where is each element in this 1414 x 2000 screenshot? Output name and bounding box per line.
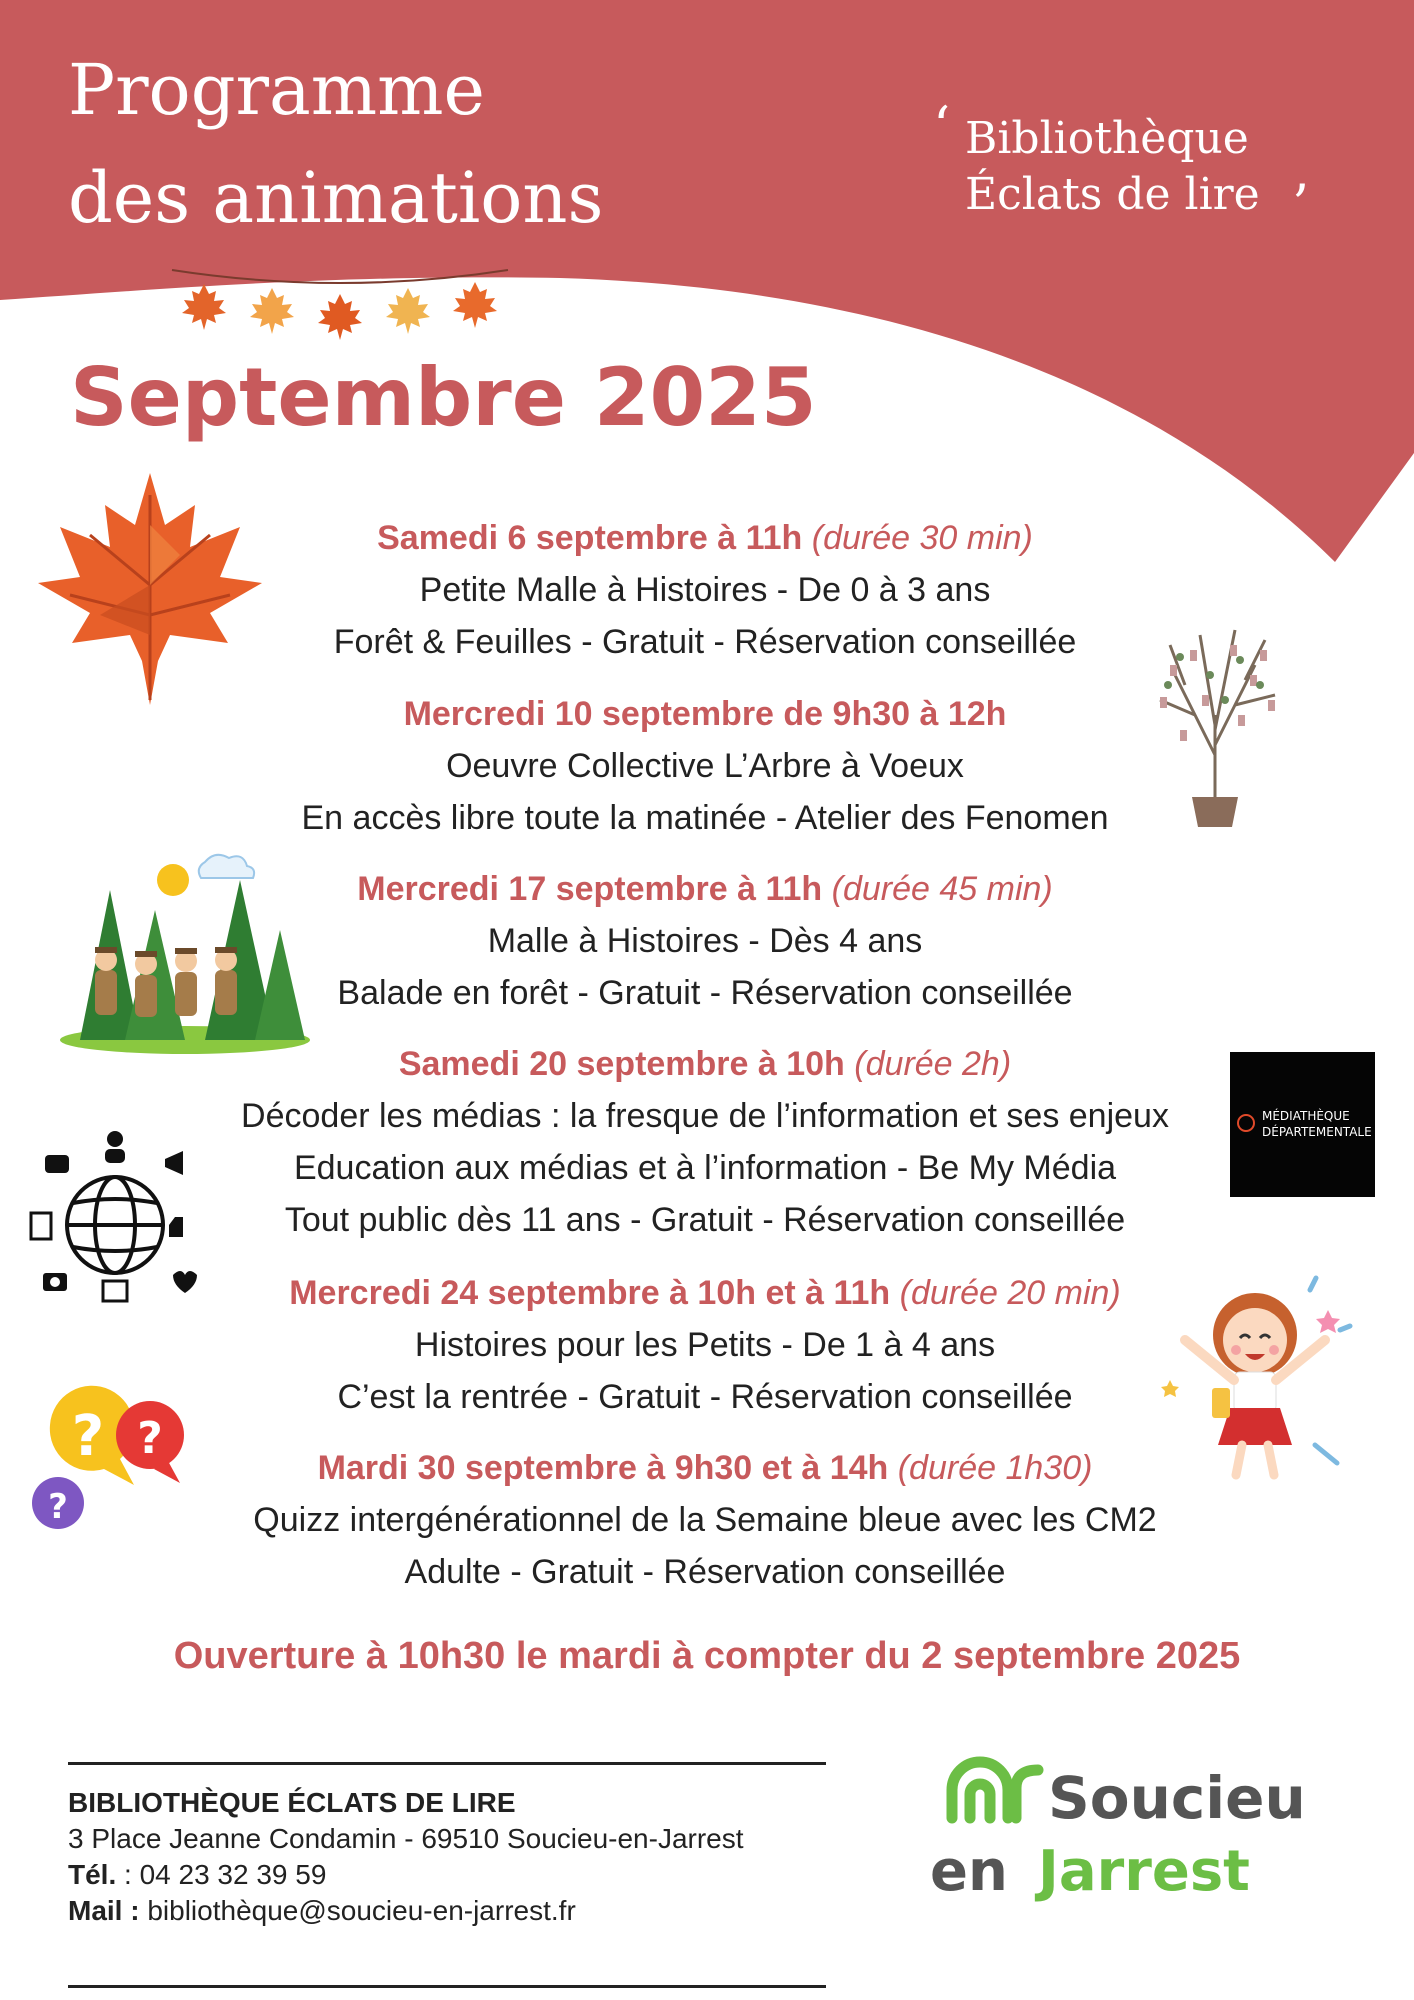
event-6 (150, 1442, 1260, 1598)
footer-library-name: BIBLIOTHÈQUE ÉCLATS DE LIRE (68, 1787, 516, 1818)
title-line-2: des animations (68, 157, 604, 239)
quote-open-icon: ‘ (933, 95, 951, 158)
event-1-title: Petite Malle à Histoires - De 0 à 3 ans (419, 571, 991, 609)
footer-address: 3 Place Jeanne Condamin - 69510 Soucieu-en-Jarrest (68, 1823, 744, 1854)
event-6-duration: (durée 1h30) (897, 1449, 1093, 1487)
soucieu-logo-en: en (930, 1839, 1008, 1904)
soucieu-logo-word: Soucieu (1048, 1764, 1306, 1832)
event-1-details: Forêt & Feuilles - Gratuit - Réservation conseillée (333, 623, 1077, 661)
event-5-title: Histoires pour les Petits - De 1 à 4 ans (414, 1326, 996, 1364)
footer-divider-top (68, 1762, 826, 1765)
event-4-duration: (durée 2h) (854, 1045, 1012, 1083)
event-6-title: Quizz intergénérationnel de la Semaine bleue avec les CM2 (253, 1501, 1157, 1539)
footer-phone-row (68, 1857, 868, 1893)
event-1 (150, 512, 1260, 668)
svg-text:?: ? (48, 1487, 68, 1527)
autumn-leaf-garland-icon (170, 258, 510, 358)
mediatheque-line-2: DÉPARTEMENTALE (1262, 1125, 1372, 1139)
event-3-date: Mercredi 17 septembre à 11h (357, 870, 823, 908)
event-5-header (150, 1267, 1260, 1319)
title-line-1: Programme (68, 49, 485, 131)
footer-mail-label: Mail : (68, 1895, 140, 1926)
footer-phone: : 04 23 32 39 59 (116, 1859, 327, 1890)
event-3-duration: (durée 45 min) (831, 870, 1053, 908)
opening-notice: Ouverture à 10h30 le mardi à compter du 2 septembre 2025 (173, 1635, 1241, 1677)
svg-text:?: ? (137, 1413, 163, 1464)
event-5-duration: (durée 20 min) (899, 1274, 1121, 1312)
event-4-date: Samedi 20 septembre à 10h (398, 1045, 845, 1083)
event-2-title: Oeuvre Collective L’Arbre à Voeux (446, 747, 964, 785)
library-name-line-1: Bibliothèque (965, 113, 1249, 164)
event-3-title: Malle à Histoires - Dès 4 ans (487, 922, 923, 960)
event-6-details: Adulte - Gratuit - Réservation conseillée (404, 1553, 1006, 1591)
event-2-details: En accès libre toute la matinée - Atelier des Fenomen (301, 799, 1109, 837)
event-2-date: Mercredi 10 septembre de 9h30 à 12h (403, 695, 1007, 733)
footer-mail: bibliothèque@soucieu-en-jarrest.fr (139, 1895, 576, 1926)
soucieu-logo-jarrest: Jarrest (1038, 1839, 1250, 1904)
event-1-duration: (durée 30 min) (811, 519, 1033, 557)
event-6-header (150, 1442, 1260, 1494)
month-title: Septembre 2025 (70, 351, 817, 444)
event-6-date: Mardi 30 septembre à 9h30 et à 14h (317, 1449, 889, 1487)
event-5-date: Mercredi 24 septembre à 10h et à 11h (289, 1274, 891, 1312)
footer-divider-bottom (68, 1985, 826, 1988)
footer-contact (68, 1785, 868, 1929)
event-4-header (150, 1038, 1260, 1090)
svg-text:?: ? (71, 1404, 105, 1469)
event-4-title: Décoder les médias : la fresque de l’information et ses enjeux (241, 1097, 1169, 1135)
footer-phone-label: Tél. (68, 1859, 117, 1890)
event-1-header (150, 512, 1260, 564)
library-name-line-2: Éclats de lire (965, 169, 1260, 220)
event-5 (150, 1267, 1260, 1423)
event-3-details: Balade en forêt - Gratuit - Réservation conseillée (337, 974, 1073, 1012)
event-5-details: C’est la rentrée - Gratuit - Réservation conseillée (337, 1378, 1073, 1416)
event-4 (150, 1038, 1260, 1246)
event-3 (150, 863, 1260, 1019)
event-2 (150, 688, 1260, 844)
event-4-audience: Tout public dès 11 ans - Gratuit - Réservation conseillée (284, 1201, 1126, 1239)
event-3-header (150, 863, 1260, 915)
footer-mail-row (68, 1893, 868, 1929)
event-1-date: Samedi 6 septembre à 11h (377, 519, 803, 557)
soucieu-logo (930, 1748, 1350, 1923)
mediatheque-logo-text (1262, 1108, 1372, 1140)
event-2-header (150, 688, 1260, 740)
event-4-details: Education aux médias et à l’information - Be My Média (293, 1149, 1117, 1187)
quote-close-icon: ’ (1292, 173, 1310, 236)
mediatheque-line-1: MÉDIATHÈQUE (1262, 1109, 1350, 1123)
